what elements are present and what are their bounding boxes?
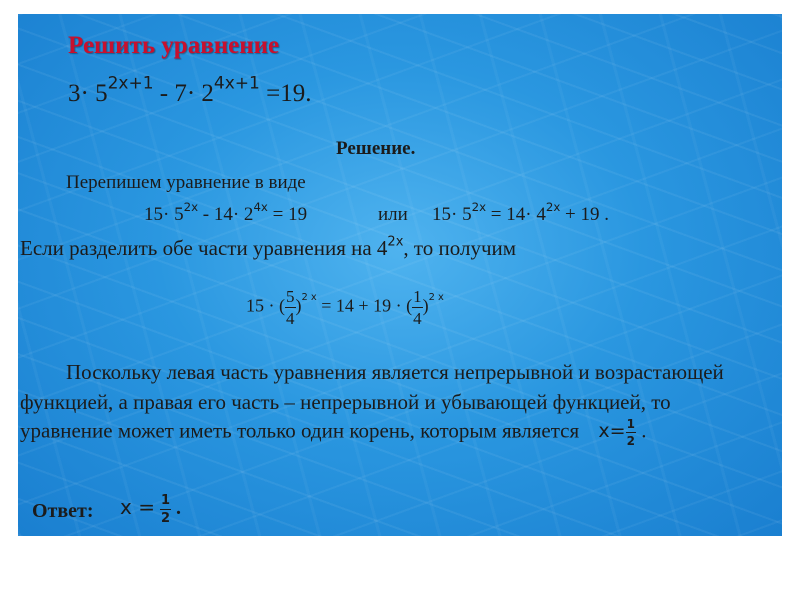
text-part: .: [171, 497, 181, 520]
slide: [18, 14, 782, 536]
eq-exponent: 2x: [471, 200, 487, 215]
eq-part: 3· 5: [68, 80, 108, 107]
transformed-equation: [246, 288, 444, 327]
fraction-5-4: [285, 288, 296, 327]
rewrite-equation-1: [144, 200, 308, 226]
fraction-denominator: 2: [626, 434, 635, 448]
answer-fraction: [160, 494, 171, 525]
eq-part: 15 · (: [246, 295, 285, 316]
eq-part: ): [295, 295, 302, 316]
rewrite-intro: Перепишем уравнение в виде: [66, 172, 306, 193]
answer-variable: x =: [120, 495, 155, 520]
reasoning-line-1: Поскольку левая часть уравнения является непрерывной и возрастающей: [66, 360, 724, 384]
fraction-denominator: 4: [413, 309, 422, 328]
reasoning-line-2: функцией, а правая его часть – непрерывной и убывающей функцией, то: [20, 390, 671, 414]
eq-exponent: 4x+1: [213, 73, 260, 94]
eq-exponent: 2x: [387, 234, 404, 250]
eq-part: - 7· 2: [153, 80, 214, 107]
eq-exponent: 2 x: [428, 291, 444, 303]
eq-part: = 19: [267, 204, 308, 225]
fraction-numerator: 1: [413, 287, 422, 306]
text-part: Если разделить обе части уравнения на 4: [20, 236, 388, 260]
text-part: , то получим: [403, 236, 517, 260]
fraction-numerator: 5: [286, 287, 295, 306]
fraction-denominator: 4: [286, 309, 295, 328]
text-part: уравнение может иметь только один корень, которым является: [20, 418, 580, 443]
or-word: или: [378, 204, 408, 225]
eq-part: ): [422, 295, 429, 316]
eq-part: =19.: [259, 80, 312, 107]
root-variable: x=: [598, 420, 626, 443]
text-part: .: [635, 418, 647, 443]
eq-part: 15· 5: [432, 204, 472, 225]
problem-equation: [68, 73, 312, 108]
slide-title: Решить уравнение: [68, 32, 280, 59]
eq-part: 15· 5: [144, 204, 184, 225]
reasoning-line-3: [20, 418, 646, 447]
fraction-denominator: 2: [160, 511, 170, 526]
eq-part: = 14· 4: [486, 204, 546, 225]
eq-part: = 14 + 19 · (: [316, 295, 413, 316]
fraction-numerator: 1: [626, 417, 635, 431]
fraction-1-4: [412, 288, 423, 327]
eq-exponent: 2x+1: [107, 73, 154, 94]
eq-exponent: 2x: [183, 200, 199, 215]
divide-line: [20, 236, 516, 261]
rewrite-equation-2: [432, 200, 609, 226]
eq-part: + 19 .: [560, 204, 609, 225]
answer-label: Ответ:: [32, 500, 94, 522]
eq-exponent: 4x: [253, 200, 268, 215]
fraction-numerator: 1: [160, 493, 170, 508]
root-fraction: [626, 418, 636, 447]
solution-heading: Решение.: [336, 138, 416, 159]
eq-exponent: 2x: [545, 200, 561, 215]
answer-value: [120, 494, 181, 525]
eq-exponent: 2 x: [301, 291, 317, 303]
eq-part: - 14· 2: [198, 204, 254, 225]
